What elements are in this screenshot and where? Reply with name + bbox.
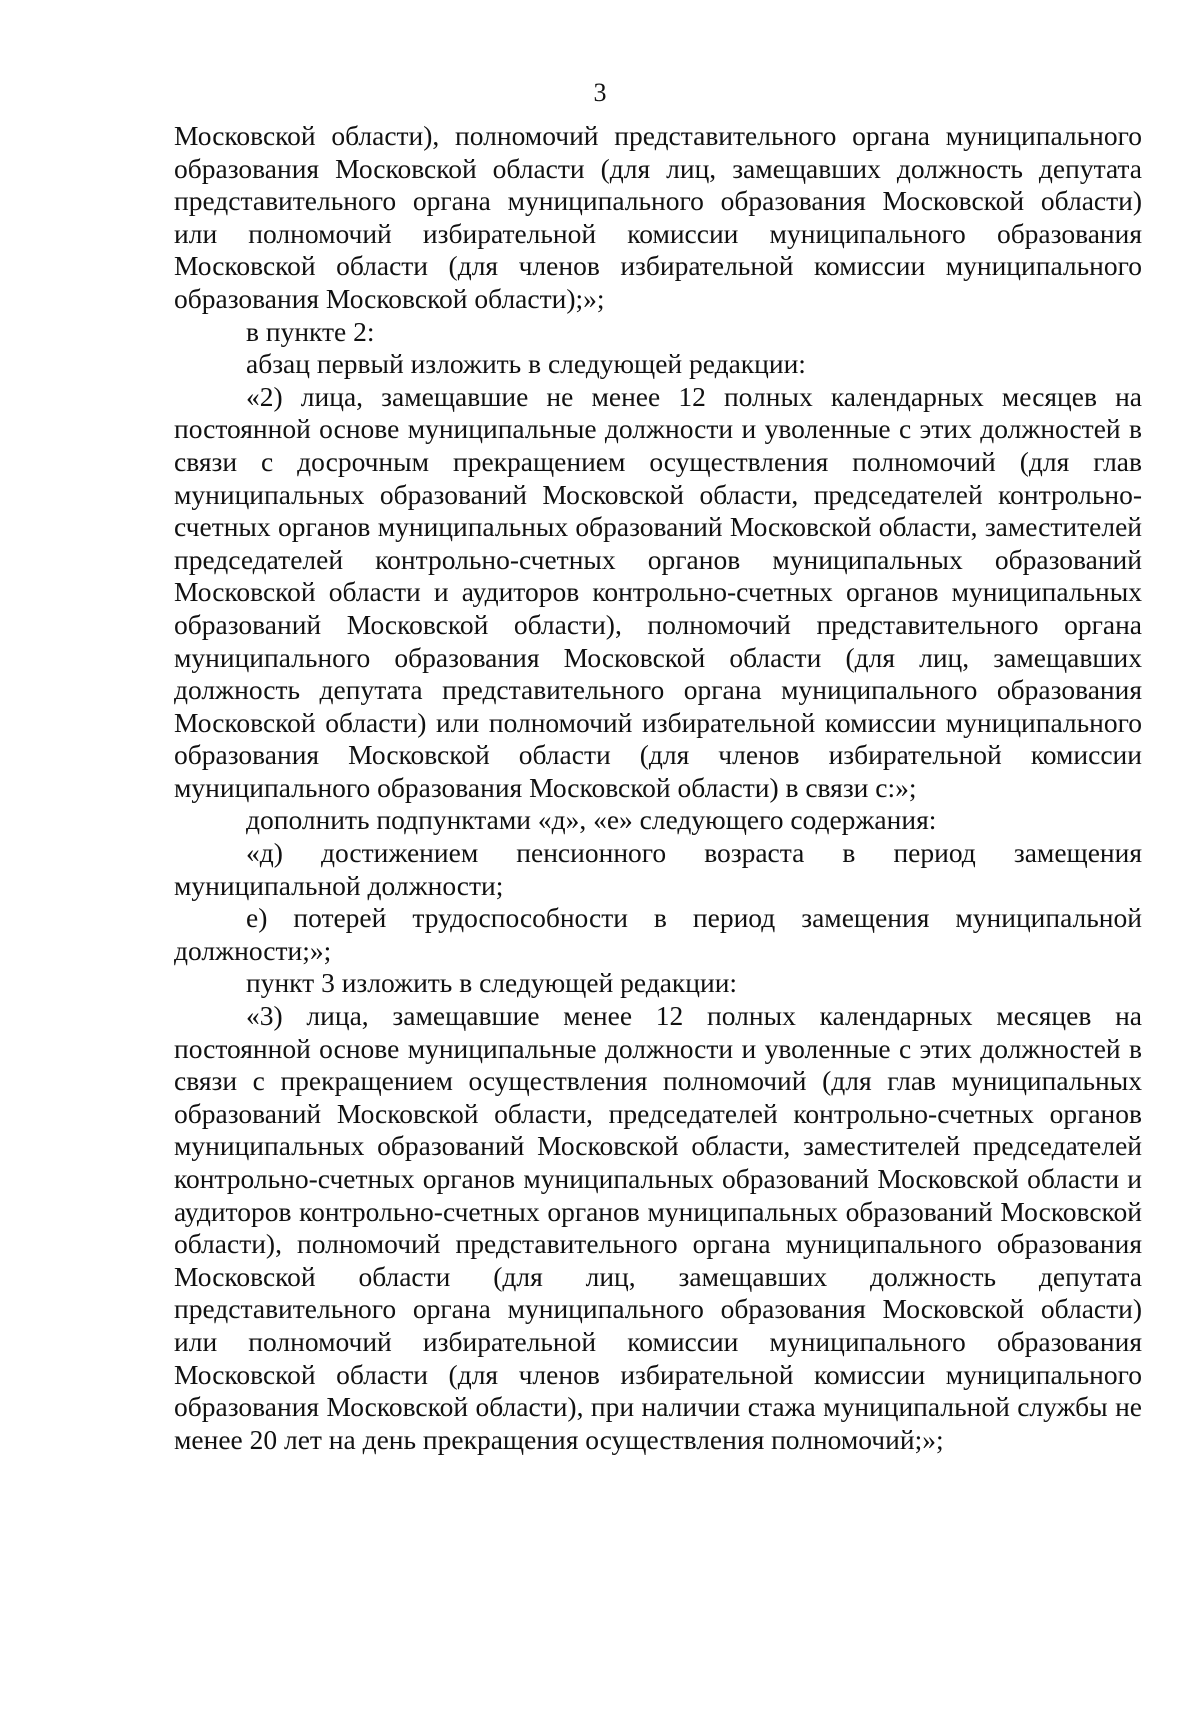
paragraph-continuation: Московской области), полномочий представительного органа муниципального образования Московской области (для лиц, замещавших должность депутата представительного органа муниципального образования Московской области) или полномочий избирательной комиссии муниципального образования Московской области (для членов избирательной комиссии муниципального образования Московской области);»; bbox=[174, 120, 1142, 314]
paragraph-item-3-text: «3) лица, замещавшие менее 12 полных календарных месяцев на постоянной основе муниципальные должности и уволенные с этих должностей в связи с прекращением осуществления полномочий (для глав муниципальных образований Московской области, председателей контрольно-счетных органов муниципальных образований Московской области, заместителей председателей контрольно-счетных органов муниципальных образований Московской области и аудиторов контрольно-счетных органов муниципальных образований Московской области), полномочий представительного органа муниципального образования Московской области (для лиц, замещавших должность депутата представительного органа муниципального образования Московской области) или полномочий избирательной комиссии муниципального образования Московской области (для членов избирательной комиссии муниципального образования Московской области), при наличии стажа муниципальной службы не менее 20 лет на день прекращения осуществления полномочий;»; bbox=[174, 1000, 1142, 1455]
paragraph-item-3-intro: пункт 3 изложить в следующей редакции: bbox=[246, 967, 738, 999]
page-number: 3 bbox=[593, 78, 607, 107]
paragraph-add-subitems: дополнить подпунктами «д», «е» следующего содержания: bbox=[246, 804, 937, 836]
paragraph-item-2-text: «2) лица, замещавшие не менее 12 полных календарных месяцев на постоянной основе муниципальные должности и уволенные с этих должностей в связи с досрочным прекращением осуществления полномочий (для глав муниципальных образований Московской области, председателей контрольно-счетных органов муниципальных образований Московской области, заместителей председателей контрольно-счетных органов муниципальных образований Московской области и аудиторов контрольно-счетных органов муниципальных образований Московской области), полномочий представительного органа муниципального образования Московской области (для лиц, замещавших должность депутата представительного органа муниципального образования Московской области) или полномочий избирательной комиссии муниципального образования Московской области (для членов избирательной комиссии муниципального образования Московской области) в связи с:»; bbox=[174, 380, 1142, 803]
paragraph-subitem-e: е) потерей трудоспособности в период замещения муниципальной должности;»; bbox=[174, 902, 1142, 966]
paragraph-first-abzac: абзац первый изложить в следующей редакции: bbox=[246, 348, 806, 380]
document-body bbox=[174, 120, 1142, 1456]
paragraph-item-2-intro: в пункте 2: bbox=[246, 315, 375, 347]
paragraph-subitem-d: «д) достижением пенсионного возраста в период замещения муниципальной должности; bbox=[174, 837, 1142, 901]
